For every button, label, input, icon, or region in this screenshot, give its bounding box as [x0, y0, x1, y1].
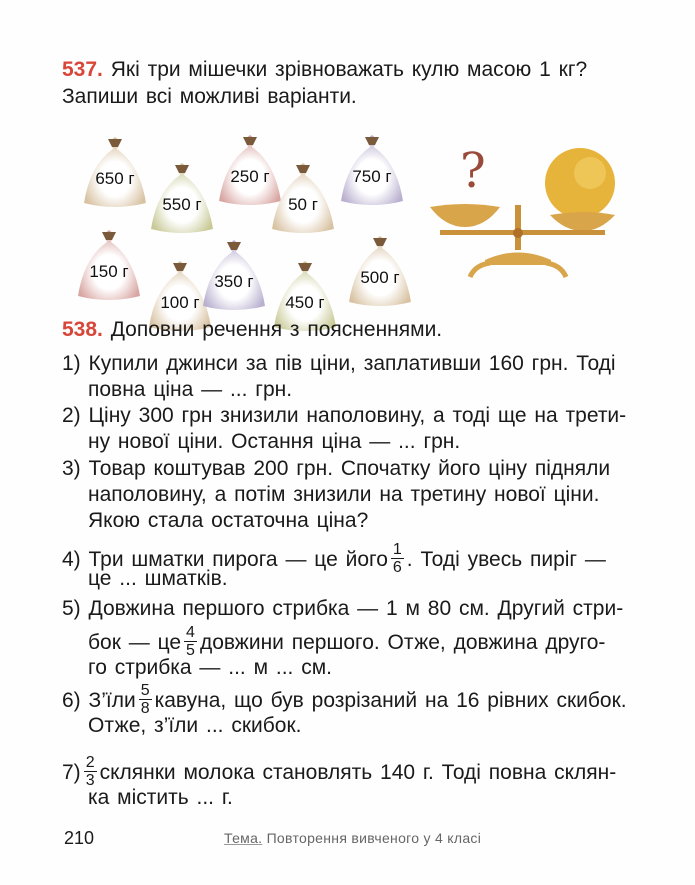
- item-3-line3: Якою стала остаточна ціна?: [88, 509, 369, 532]
- task-number: 537.: [62, 58, 103, 81]
- denominator: 6: [392, 559, 402, 576]
- task-537-line2: Запиши всі можливі варіанти.: [62, 85, 357, 108]
- task-537-line1: [62, 58, 587, 82]
- bag-weight-label: 250 г: [230, 167, 270, 186]
- text: . Тоді увесь пиріг —: [406, 548, 606, 572]
- item-1-line2: повна ціна — ... грн.: [88, 378, 293, 401]
- bag-weight-label: 350 г: [214, 272, 254, 291]
- item-5-line3: го стрибка — ... м ... см.: [88, 656, 332, 679]
- weight-bag: [147, 161, 217, 235]
- fraction: [139, 682, 152, 717]
- bag-weight-label: 50 г: [288, 195, 318, 214]
- fraction: [391, 541, 404, 576]
- numerator: 1: [392, 541, 402, 558]
- fraction: [184, 624, 197, 659]
- bag-weight-label: 550 г: [162, 195, 202, 214]
- balance-scale-illustration: [425, 135, 615, 280]
- text: 6) З’їли: [62, 689, 136, 713]
- denominator: 3: [85, 772, 95, 789]
- bag-weight-label: 150 г: [89, 262, 129, 281]
- text: 7): [62, 761, 81, 785]
- item-7-line2: ка містить ... г.: [88, 786, 233, 809]
- numerator: 2: [85, 754, 95, 771]
- weight-bag: [337, 133, 407, 207]
- item-4-line2: це ... шматків.: [88, 567, 228, 590]
- question-mark-icon: ?: [460, 143, 486, 199]
- item-3-line1: 3) Товар коштував 200 грн. Спочатку його ціну підняли: [62, 457, 611, 480]
- bag-weight-label: 650 г: [95, 169, 135, 188]
- task-number: 538.: [62, 318, 103, 341]
- weight-bag: [268, 161, 338, 235]
- text: довжини першого. Отже, довжина друго-: [199, 631, 606, 655]
- text: бок — це: [88, 631, 182, 655]
- item-2-line1: 2) Ціну 300 грн знизили наполовину, а тоді ще на трети-: [62, 404, 627, 427]
- text: склянки молока становлять 140 г. Тоді повна склян-: [99, 761, 617, 785]
- weight-bag: [74, 228, 144, 302]
- item-6-line2: Отже, з’їли ... скибок.: [88, 714, 302, 737]
- task-538-title: [62, 318, 442, 342]
- weight-bag: [199, 238, 269, 312]
- weight-bag: [80, 135, 150, 209]
- numerator: 5: [140, 682, 150, 699]
- text: 4) Три шматки пирога — це його: [62, 548, 388, 572]
- bag-weight-label: 100 г: [160, 293, 200, 312]
- fraction: [84, 754, 97, 789]
- topic-text: Повторення вивченого у 4 класі: [266, 830, 482, 846]
- task-text: Доповни речення з поясненнями.: [110, 318, 443, 341]
- topic-label: Тема.: [224, 830, 263, 846]
- item-3-line2: наполовину, а потім знизили на третину нової ціни.: [88, 483, 600, 506]
- bag-weight-label: 750 г: [352, 167, 392, 186]
- text: кавуна, що був розрізаний на 16 рівних скибок.: [154, 689, 627, 713]
- weight-bag: [345, 234, 415, 308]
- item-2-line2: ну нової ціни. Остання ціна — ... грн.: [88, 430, 461, 453]
- task-text: Які три мішечки зрівноважать кулю масою 1 кг?: [110, 58, 588, 81]
- denominator: 5: [186, 642, 195, 659]
- numerator: 4: [186, 624, 195, 641]
- page-number: 210: [64, 828, 95, 848]
- denominator: 8: [140, 700, 150, 717]
- item-1-line1: 1) Купили джинси за пів ціни, заплативши 160 грн. Тоді: [62, 352, 616, 375]
- bag-weight-label: 450 г: [285, 293, 325, 312]
- bag-weight-label: 500 г: [360, 268, 400, 287]
- item-5-line1: 5) Довжина першого стрибка — 1 м 80 см. Другий стри-: [62, 597, 624, 620]
- footer-topic: [224, 830, 481, 846]
